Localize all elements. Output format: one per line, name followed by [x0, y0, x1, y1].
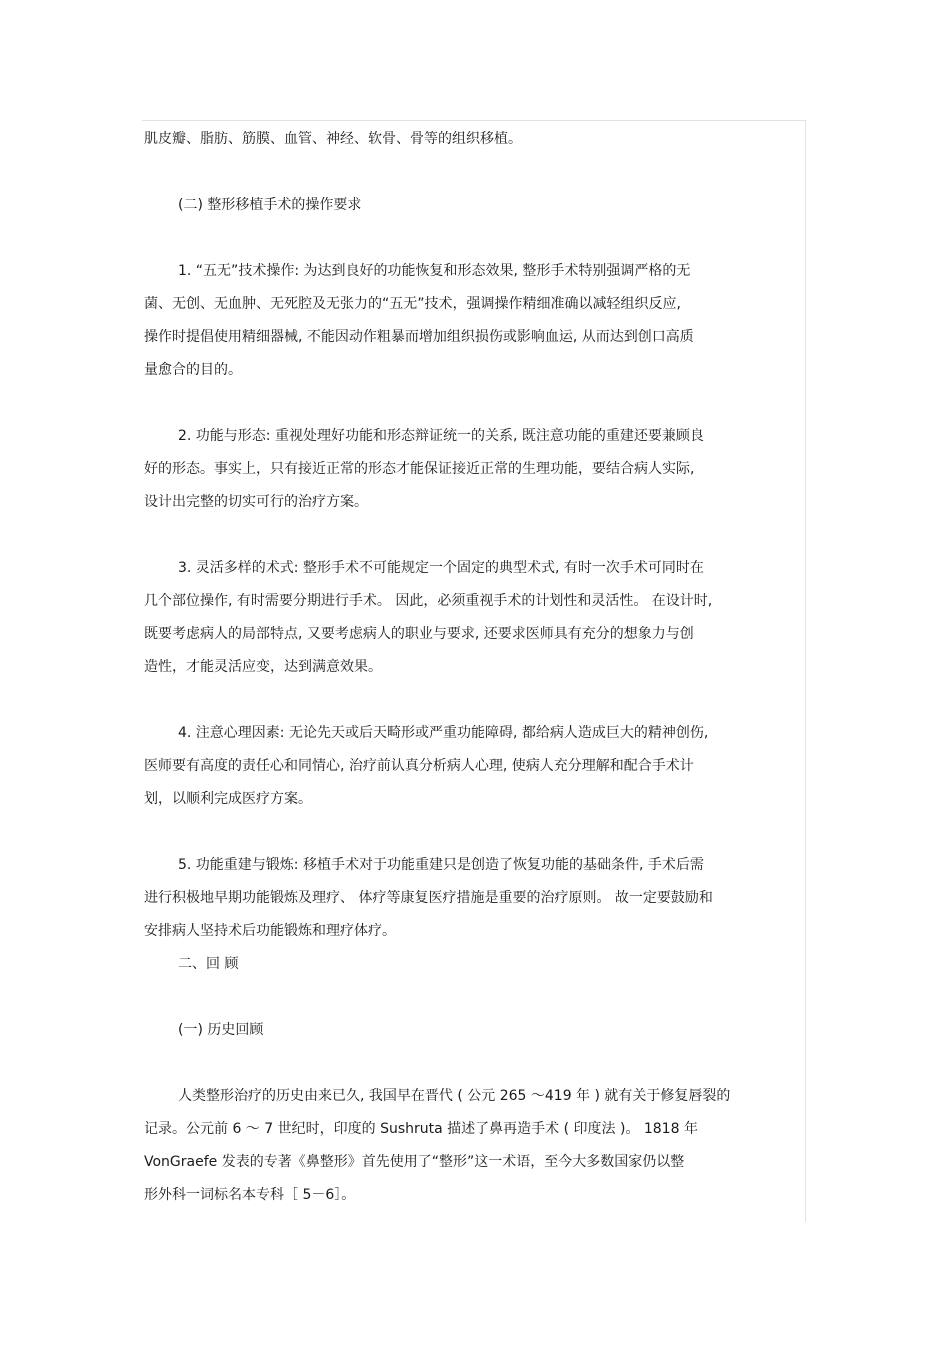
paragraph-line: 设计出完整的切实可行的治疗方案。	[144, 494, 368, 510]
paragraph-line: 医师要有高度的责任心和同情心, 治疗前认真分析病人心理, 使病人充分理解和配合手术计	[144, 758, 694, 774]
paragraph-line: 进行积极地早期功能锻炼及理疗、 体疗等康复医疗措施是重要的治疗原则。 故一定要鼓励和	[144, 890, 713, 906]
paragraph-line: 4. 注意心理因素: 无论先天或后天畸形或严重功能障碍, 都给病人造成巨大的精神创伤,	[178, 725, 709, 741]
paragraph-line: 安排病人坚持术后功能锻炼和理疗体疗。	[144, 923, 396, 939]
paragraph-line: 造性，才能灵活应变，达到满意效果。	[144, 659, 382, 675]
paragraph-line: 3. 灵活多样的术式: 整形手术不可能规定一个固定的典型术式, 有时一次手术可同时在	[178, 560, 704, 576]
paragraph-line: 量愈合的目的。	[144, 362, 242, 378]
paragraph-line: VonGraefe 发表的专著《鼻整形》首先使用了“整形”这一术语，至今大多数国家仍以整	[144, 1154, 685, 1170]
paragraph-line: 既要考虑病人的局部特点, 又要考虑病人的职业与要求, 还要求医师具有充分的想象力与创	[144, 626, 694, 642]
document-body	[144, 128, 806, 1217]
paragraph-line: 5. 功能重建与锻炼: 移植手术对于功能重建只是创造了恢复功能的基础条件, 手术后需	[178, 857, 704, 873]
paragraph-line: 划，以顺利完成医疗方案。	[144, 791, 312, 807]
paragraph-line: 形外科一词标名本专科［ 5－6］。	[144, 1187, 356, 1203]
paragraph-line: 菌、无创、无血肿、无死腔及无张力的“五无”技术，强调操作精细准确以减轻组织反应,	[144, 296, 681, 312]
section-heading: (二) 整形移植手术的操作要求	[178, 197, 362, 213]
paragraph-line: 几个部位操作, 有时需要分期进行手术。 因此，必须重视手术的计划性和灵活性。 在设计时,	[144, 593, 713, 609]
paragraph-line: 2. 功能与形态: 重视处理好功能和形态辩证统一的关系, 既注意功能的重建还要兼顾良	[178, 428, 704, 444]
paragraph-line: 好的形态。事实上，只有接近正常的形态才能保证接近正常的生理功能，要结合病人实际,	[144, 461, 695, 477]
chapter-heading: 二、回 顾	[178, 956, 239, 972]
section-heading: (一) 历史回顾	[178, 1022, 264, 1038]
paragraph-line: 操作时提倡使用精细器械, 不能因动作粗暴而增加组织损伤或影响血运, 从而达到创口高质	[144, 329, 694, 345]
paragraph-line: 人类整形治疗的历史由来已久, 我国早在晋代 ( 公元 265 ～419 年 ) 就有关于修复唇裂的	[178, 1088, 731, 1104]
paragraph-line: 1. “五无”技术操作: 为达到良好的功能恢复和形态效果, 整形手术特别强调严格的无	[178, 263, 691, 279]
paragraph-line: 肌皮瓣、脂肪、筋膜、血管、神经、软骨、骨等的组织移植。	[144, 131, 522, 147]
paragraph-line: 记录。公元前 6 ～ 7 世纪时，印度的 Sushruta 描述了鼻再造手术 ( 印度法 )。 1818 年	[144, 1121, 698, 1137]
